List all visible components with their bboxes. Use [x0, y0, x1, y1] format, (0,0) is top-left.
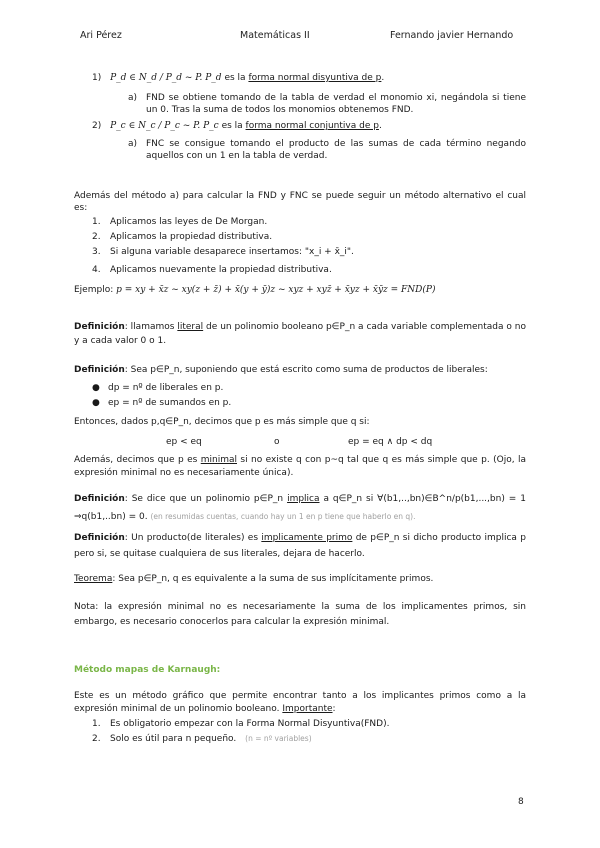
nota-paragraph: Nota: la expresión minimal no es necesariamente la suma de los implicamentes primos, sin embargo, es necesario conocerlos para calcular la expresión minimal.	[74, 602, 526, 627]
alt-step-4: 4. Aplicamos nuevamente la propiedad distributiva.	[92, 265, 332, 275]
minimal-paragraph: Además, decimos que p es minimal si no existe q con p~q tal que q es más simple que p. (Ojo, la expresión minimal no es necesariamente única).	[74, 455, 526, 478]
header-author: Ari Pérez	[80, 30, 122, 41]
def-implica: Definición: Se dice que un polinomio p∈P_n implica a q∈P_n si ∀(b1,..,bn)∈B^n/p(b1,...,bn) = 1 ⇒q(b1,..bn) = 0. (en resumidas cuentas, cuando hay un 1 en p tiene que haberlo en q).	[74, 494, 526, 522]
condition-or: o	[274, 437, 280, 447]
def-label: Definición	[74, 533, 125, 543]
alt-method-intro: Además del método a) para calcular la FND y FNC se puede seguir un método alternativo el cual es:	[74, 191, 526, 213]
condition-2: ep = eq ∧ dp < dq	[348, 437, 433, 447]
def-literal: Definición: llamamos literal de un polinomio booleano p∈P_n a cada variable complementada o no y a cada valor 0 o 1.	[74, 322, 526, 346]
example-label: Ejemplo:	[74, 285, 114, 295]
header-subject: Matemáticas II	[240, 30, 310, 41]
karnaugh-title: Método mapas de Karnaugh:	[74, 665, 221, 675]
karnaugh-step-2: 2. Solo es útil para n pequeño. (n = nº variables)	[92, 734, 312, 744]
text: es la	[221, 121, 243, 131]
fnc-term: forma normal conjuntiva de p	[245, 121, 379, 131]
alt-step-2: 2. Aplicamos la propiedad distributiva.	[92, 232, 273, 242]
teorema: Teorema: Sea p∈P_n, q es equivalente a la suma de sus implícitamente primos.	[74, 574, 434, 584]
minimal-term: minimal	[200, 455, 237, 465]
implica-note: (en resumidas cuentas, cuando hay un 1 en p tiene que haberlo en q).	[150, 512, 416, 521]
def-label: Definición	[74, 365, 125, 375]
teorema-label: Teorema	[74, 574, 113, 584]
sub-letter: a)	[128, 93, 138, 103]
list-number: 1)	[92, 73, 102, 83]
example-formula: p = xy + x̄z ~ xy(z + z̄) + x̄(y + ȳ)z ~ xyz + xyz̄ + x̄yz + x̄ȳz = FND(P)	[116, 285, 436, 295]
list-item-1: 1) P_d ∈ N_d / P_d ~ P. P_d es la forma normal disyuntiva de p.	[92, 73, 385, 83]
def-implicante: Definición: Un producto(de literales) es implicamente primo de p∈P_n si dicho producto implica p pero si, se quitase cualquiera de sus literales, dejara de hacerlo.	[74, 533, 526, 559]
fnc-description: FNC se consigue tomando el producto de las sumas de cada término negando aquellos con un 1 en la tabla de verdad.	[146, 139, 526, 161]
literal-term: literal	[177, 322, 204, 332]
karnaugh-step-1: 1. Es obligatorio empezar con la Forma Normal Disyuntiva(FND).	[92, 719, 390, 729]
alt-step-3: 3. Si alguna variable desaparece insertamos: "x_i + x̄_i".	[92, 247, 354, 257]
page-number: 8	[518, 797, 524, 807]
fnd-term: forma normal disyuntiva de p	[248, 73, 382, 83]
bullet-dp: ● dp = nº de liberales en p.	[92, 383, 224, 393]
def-label: Definición	[74, 494, 125, 504]
bullet-ep: ● ep = nº de sumandos en p.	[92, 398, 232, 408]
fnd-description: FND se obtiene tomando de la tabla de verdad el monomio xi, negándola si tiene un 0. Tras la suma de todos los monomios obtenemos FND.	[146, 93, 526, 115]
step-note: (n = nº variables)	[245, 734, 312, 743]
formula: P_d ∈ N_d / P_d ~ P. P_d	[110, 73, 222, 83]
example-line	[74, 284, 435, 296]
bullet-icon: ●	[92, 398, 100, 408]
header-professor: Fernando javier Hernando	[390, 30, 514, 41]
bullet-icon: ●	[92, 383, 100, 393]
implica-term: implica	[287, 494, 320, 504]
formula: P_c ∈ N_c / P_c ~ P. P_c	[110, 121, 219, 131]
list-number: 2)	[92, 121, 102, 131]
entonces-text: Entonces, dados p,q∈P_n, decimos que p es más simple que q si:	[74, 417, 370, 427]
sub-letter: a)	[128, 139, 138, 149]
implicante-term: implicamente primo	[261, 533, 353, 543]
condition-1: ep < eq	[166, 437, 202, 447]
alt-step-1: 1. Aplicamos las leyes de De Morgan.	[92, 217, 268, 227]
list-item-2: 2) P_c ∈ N_c / P_c ~ P. P_c es la forma normal conjuntiva de p.	[92, 121, 382, 131]
karnaugh-intro: Este es un método gráfico que permite encontrar tanto a los implicantes primos como a la expresión minimal de un polinomio booleano. Importante:	[74, 691, 526, 714]
def-label: Definición	[74, 322, 125, 332]
def-simple: Definición: Sea p∈P_n, suponiendo que está escrito como suma de productos de liberales:	[74, 365, 488, 375]
important-label: Importante	[282, 704, 333, 714]
text: es la	[224, 73, 246, 83]
